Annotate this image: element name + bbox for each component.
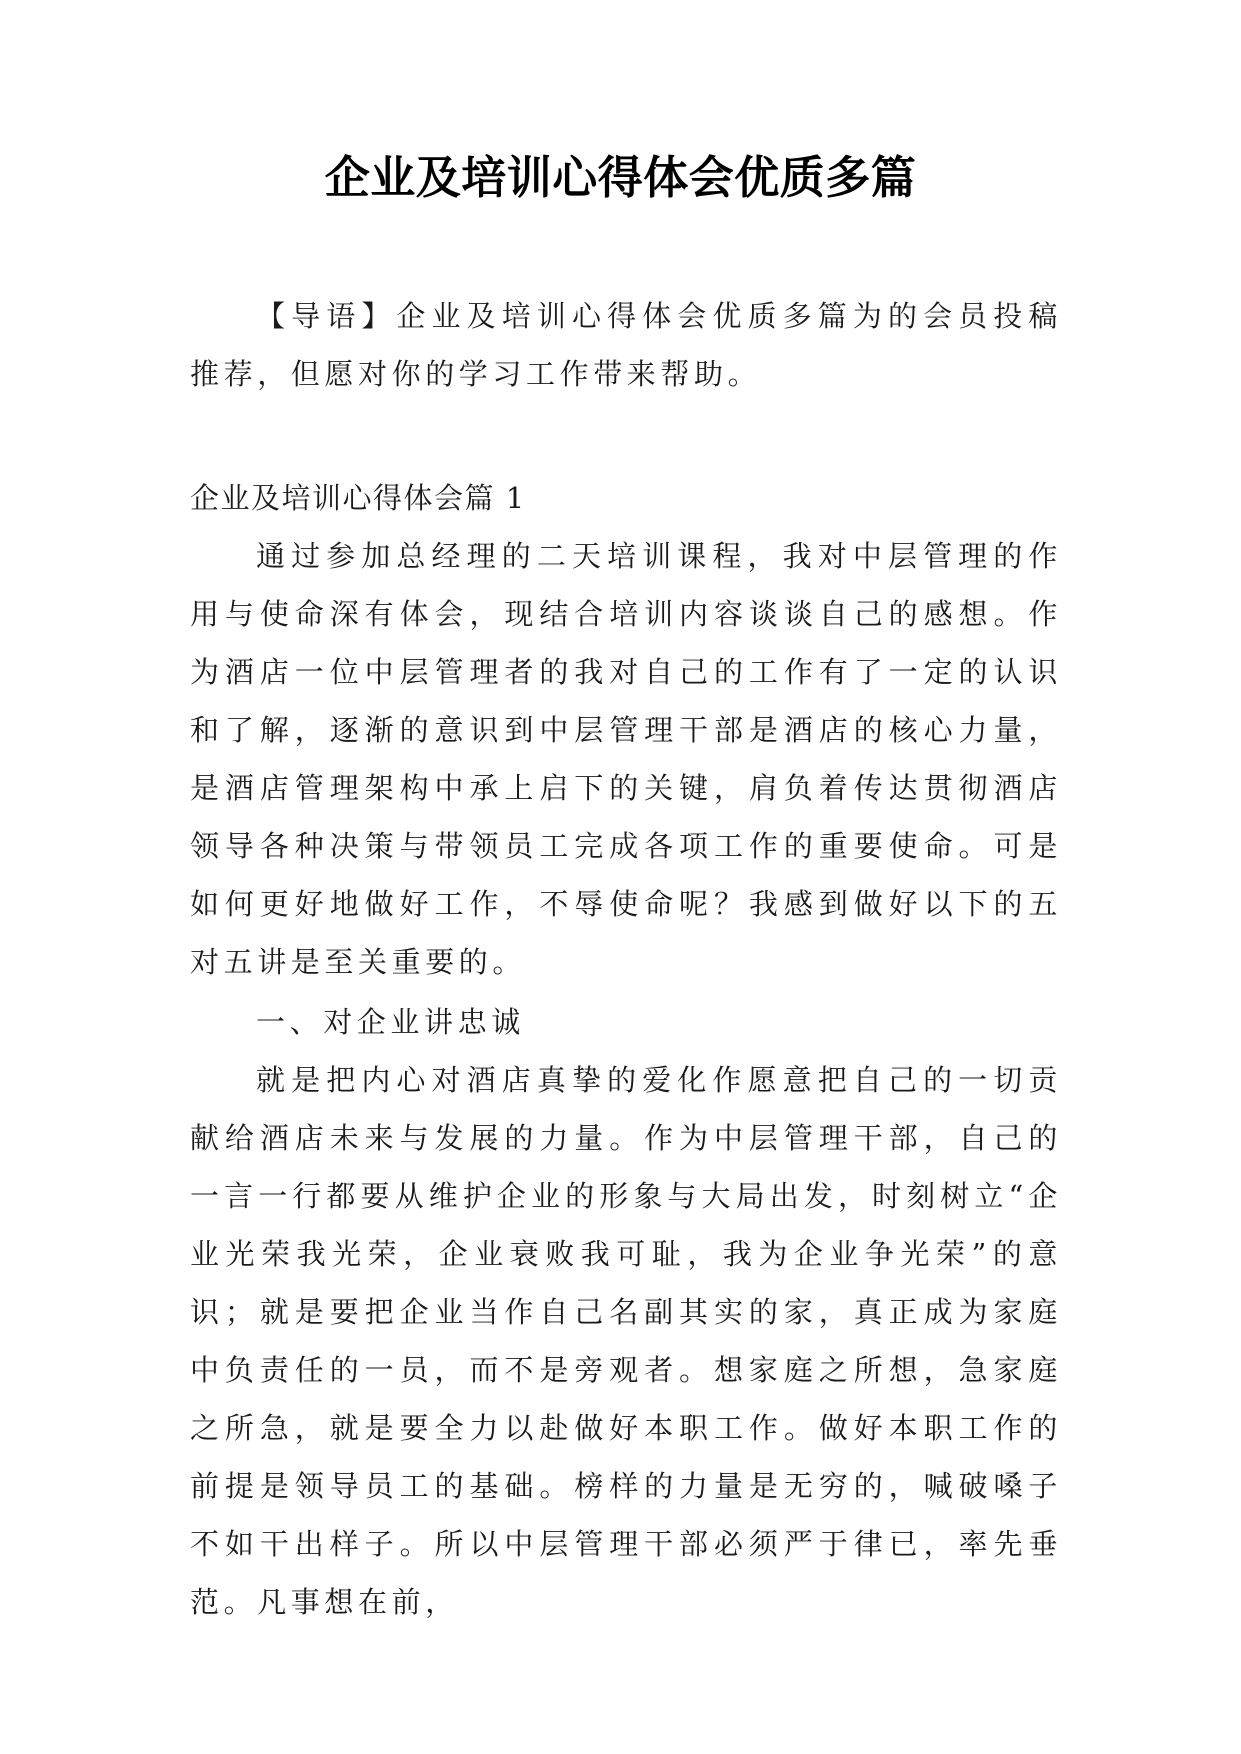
- intro-paragraph: 【导语】企业及培训心得体会优质多篇为的会员投稿推荐，但愿对你的学习工作带来帮助。: [190, 299, 1062, 391]
- body-paragraph-1: 通过参加总经理的二天培训课程，我对中层管理的作用与使命深有体会，现结合培训内容谈谈自己的感想。作为酒店一位中层管理者的我对自己的工作有了一定的认识和了解，逐渐的意识到中层管理干部是酒店的核心力量，是酒店管理架构中承上启下的关键，肩负着传达贯彻酒店领导各种决策与带领员工完成各项工作的重要使命。可是如何更好地做好工作，不辱使命呢？我感到做好以下的五对五讲是至关重要的。: [190, 539, 1062, 979]
- section-heading: 企业及培训心得体会篇 1: [190, 481, 526, 515]
- body-paragraph-2: 就是把内心对酒店真挚的爱化作愿意把自己的一切贡献给酒店未来与发展的力量。作为中层管理干部，自己的一言一行都要从维护企业的形象与大局出发，时刻树立“企业光荣我光荣，企业衰败我可耻，我为企业争光荣”的意识；就是要把企业当作自己名副其实的家，真正成为家庭中负责任的一员，而不是旁观者。想家庭之所想，急家庭之所急，就是要全力以赴做好本职工作。做好本职工作的前提是领导员工的基础。榜样的力量是无穷的，喊破嗓子不如干出样子。所以中层管理干部必须严于律已，率先垂范。凡事想在前，: [190, 1063, 1062, 1619]
- document-title: 企业及培训心得体会优质多篇: [324, 151, 917, 204]
- subheading-loyalty: 一、对企业讲忠诚: [256, 1005, 525, 1039]
